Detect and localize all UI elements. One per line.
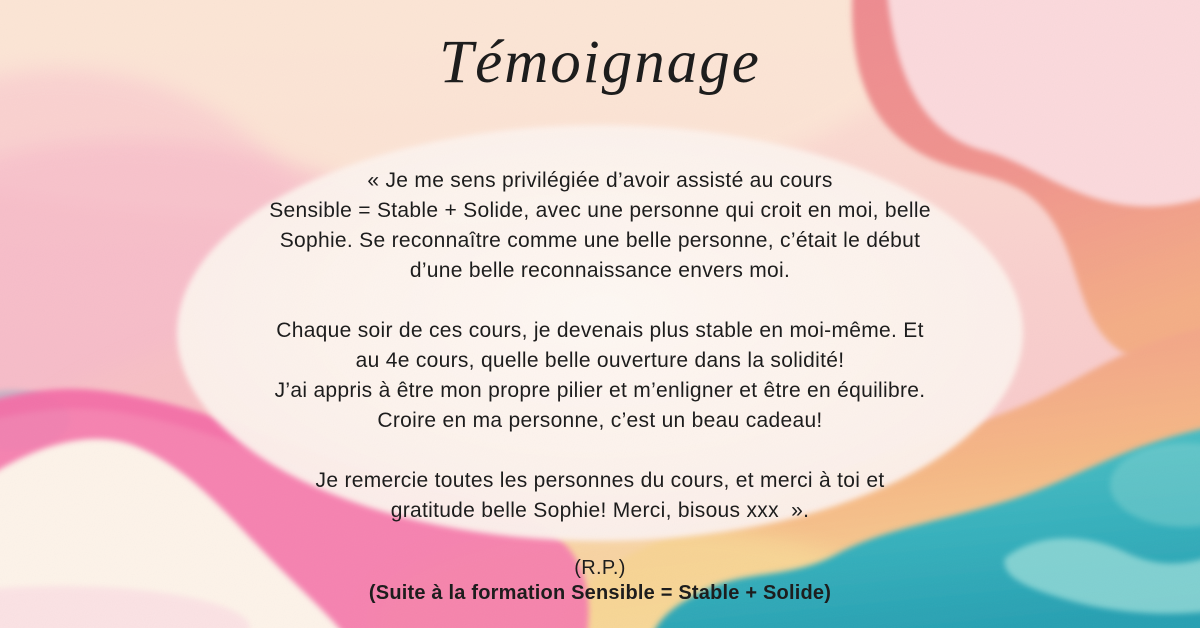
testimonial-paragraph-3 — [0, 466, 1200, 526]
testimonial-line: au 4e cours, quelle belle ouverture dans la solidité! — [355, 349, 845, 372]
testimonial-paragraph-2 — [0, 316, 1200, 436]
testimonial-line: d’une belle reconnaissance envers moi. — [409, 259, 791, 282]
page-title: Témoignage — [439, 29, 761, 96]
attribution-initials: (R.P.) — [574, 557, 626, 579]
testimonial-text — [0, 166, 1200, 606]
testimonial-line: Je remercie toutes les personnes du cours, et merci à toi et — [315, 469, 885, 492]
testimonial-line: Chaque soir de ces cours, je devenais plus stable en moi-même. Et — [276, 319, 924, 342]
testimonial-paragraph-1 — [0, 166, 1200, 286]
testimonial-line: gratitude belle Sophie! Merci, bisous xxx ». — [390, 499, 810, 522]
formation-source: (Suite à la formation Sensible = Stable + Solide) — [368, 582, 832, 604]
testimonial-line: Sophie. Se reconnaître comme une belle personne, c’était le début — [279, 229, 921, 252]
testimonial-line: « Je me sens privilégiée d’avoir assisté au cours — [367, 169, 833, 192]
testimonial-line: Sensible = Stable + Solide, avec une personne qui croit en moi, belle — [269, 199, 931, 222]
testimonial-line: Croire en ma personne, c’est un beau cadeau! — [377, 409, 823, 432]
testimonial-line: J’ai appris à être mon propre pilier et m’enligner et être en équilibre. — [274, 379, 926, 402]
